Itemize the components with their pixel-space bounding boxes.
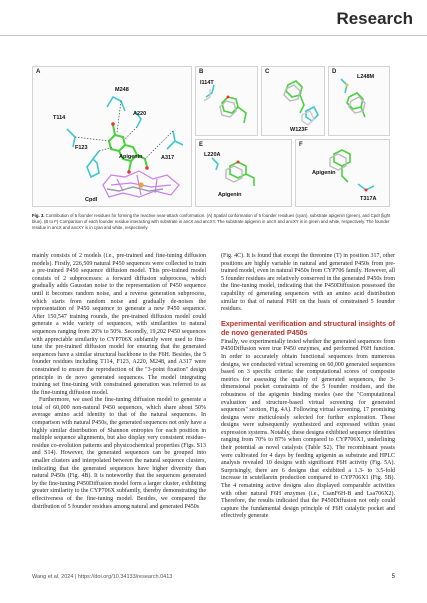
- residue-label-l220a: L220A: [204, 152, 221, 158]
- residue-label-t114: T114: [53, 115, 66, 121]
- panel-b: [195, 66, 258, 136]
- residue-label-w123f: W123F: [290, 127, 308, 133]
- caption-label: Fig. 3.: [32, 213, 45, 218]
- panel-a-letter: A: [36, 69, 41, 75]
- panel-e: [195, 139, 292, 207]
- residue-label-a220: A220: [133, 111, 147, 117]
- section-heading: Experimental verification and structural insights of de novo generated P450s: [221, 318, 395, 337]
- right-paragraph-1: (Fig. 4C). It is found that except the threonine (T) in position 317, other positions are highly variable in natural and generated P450s from pre-trained model, even in natural P450s from CYP706 family. However, all 5 founder residues are relatively conserved in the generated P450s from the fine-tuning model, indicating that the P450Diffusion possessed the capability of generating sequences with an amino acid distribution similar to that of natural F6H on the basis of constrained 5 founder residues.: [221, 253, 395, 313]
- apigenin-molecule: [109, 125, 147, 171]
- residue-label-a317: A317: [161, 155, 175, 161]
- apigenin-label: Apigenin: [119, 154, 143, 160]
- residue-label-l248m: L248M: [357, 74, 375, 80]
- left-paragraph-1: mainly consists of 2 models (i.e., pre-trained and fine-tuning diffusion models). Firstly, 226,509 natural P450 sequences were collected to train a pre-trained P450 sequence diffusion model. This pre-trained model consists of 2 subprocesses: a forward diffusion subprocess, which gradually adds Gaussian noise to the representation of P450 sequence until it becomes random noise, and a reverse generation subprocess, which starts from random noise and gradually de-noises the representation of P450 sequence to generate a new P450 sequence. After 150,547 training rounds, the pre-trained diffusion model could generate a wide variety of sequences, with similarities to natural sequences ranging from 20% to 50%. Secondly, 19,202 P450 sequences with appreciable similarity to CYP706X subfamily were used to fine-tune the pre-trained diffusion model for ensuring that the generated sequences have a similar structural backbone to the F6H. Besides, the 5 founder residues including T114, F123, A220, M248, and A317 were constrained to ensure the reproduction of the "3-point fixation" design principle in de novo generated sequences. The model integrating training set fine-tuning with constrained generation was referred to as the fine-tuning diffusion model.: [32, 253, 206, 396]
- apigenin-label-f: Apigenin: [312, 170, 336, 176]
- panel-f-letter: F: [299, 142, 303, 148]
- founder-residues: [67, 97, 183, 177]
- panel-b-letter: B: [199, 69, 204, 75]
- panel-d-letter: D: [332, 69, 337, 75]
- journal-title: Research: [336, 9, 413, 28]
- footer-citation[interactable]: Wang et al. 2024 | https://doi.org/10.34133/research.0413: [32, 574, 173, 580]
- figure-3: [32, 66, 390, 210]
- residue-label-m248: M248: [115, 87, 129, 93]
- panel-d: [328, 66, 390, 136]
- page-number: 5: [391, 574, 395, 580]
- cpdi-label: CpdI: [85, 197, 98, 203]
- caption-text: Contribution of 5 founder residues for forming the reactive near-attack conformation. (A) Spatial conformation of 5 founder residues (cyan), substrate apigenin (green), and CpdI (light blue). (B to F) Comparison of each founder residue interacting with substrate in ancX and ancXY. The substrate apigenin in ancX and ancXY is in green and white, respectively. The founder residue in ancX and ancXY is in cyan and white, respectively.: [32, 213, 391, 230]
- page-footer: [32, 574, 395, 580]
- iron-atom: [138, 182, 143, 187]
- residue-label-i114t: I114T: [200, 80, 214, 86]
- right-paragraph-2: Finally, we experimentally tested whether the generated sequences from P450Diffusion were true P450 enzymes, and performed F6H function. In order to accurately obtain functional sequences from numerous designs, we conducted virtual screening on 60,000 generated sequences based on 3 specific criteria: the computational scores of composite metrics for assessing the quality of generated sequences, the 3-dimensional pocket constraints of the 5 founder residues, and the robustness of the apigenin binding modes (see the "Computational evaluation and structure-based virtual screening for generated sequences" section, Fig. 4A). Following virtual screening, 17 promising designs were meticulously selected for further exploration. These designs were subsequently synthesized and expressed within yeast expression systems. Notably, these designs exhibited sequence identities ranging from 70% to 87% when compared to CYP706X1, underlining their potential as novel catalysts (Table S2). The recombinant yeasts were cultivated for 4 days by feeding apigenin as substrate and HPLC analysis revealed 10 designs with significant F6H activity (Fig. 5A). Surprisingly, there are 6 designs that exhibited a 1.3- to 3.5-fold increase in scutellarein production compared to CYP706X1 (Fig. 5B). The 4 remaining active designs also displayed comparable activities with other natural F6H enzymes (i.e., CsanF6H-B and Lsa706X2). Therefore, the results indicated that the P450Diffusion not only could capture the fundamental design principle of F6H catalytic pocket and effectively generate: [221, 338, 395, 520]
- figure-caption: [32, 213, 394, 231]
- panel-a-structure: [33, 67, 192, 207]
- right-column: [221, 253, 395, 521]
- residue-label-f123: F123: [75, 145, 88, 151]
- panel-c-letter: C: [265, 69, 270, 75]
- residue-label-t317a: T317A: [360, 196, 377, 202]
- left-column: [32, 253, 206, 511]
- panel-e-letter: E: [199, 142, 204, 148]
- panel-f: [295, 139, 390, 207]
- left-paragraph-2: Furthermore, we used the fine-tuning diffusion model to generate a total of 60,000 non-natural P450 sequences, which share about 50% average amino acid identity to that of the natural sequences. In comparison with natural P450s, the generated sequences not only have a highly similar distribution of Shannon entropies for each position in multiple sequence alignments, but also display very consistent residue–residue co-evolution patterns and physicochemical properties (Figs. S13 and S14). However, the generated sequences can be grouped into smaller clusters and interpolated between the natural sequence clusters, indicating that the generated sequences have higher diversity than natural P450s (Fig. 4B). It is noteworthy that the sequences generated by the fine-tuning P450Diffusion model form a larger cluster, exhibiting greater similarity to the CYP706X subfamily, thereby demonstrating the effectiveness of the fine-tuning model. Besides, we compared the distribution of 5 founder residues among natural and generated P450s: [32, 397, 206, 510]
- panel-c: [261, 66, 325, 136]
- apigenin-label-e: Apigenin: [218, 192, 242, 198]
- header-rule: [0, 35, 427, 36]
- panel-a: [32, 66, 192, 207]
